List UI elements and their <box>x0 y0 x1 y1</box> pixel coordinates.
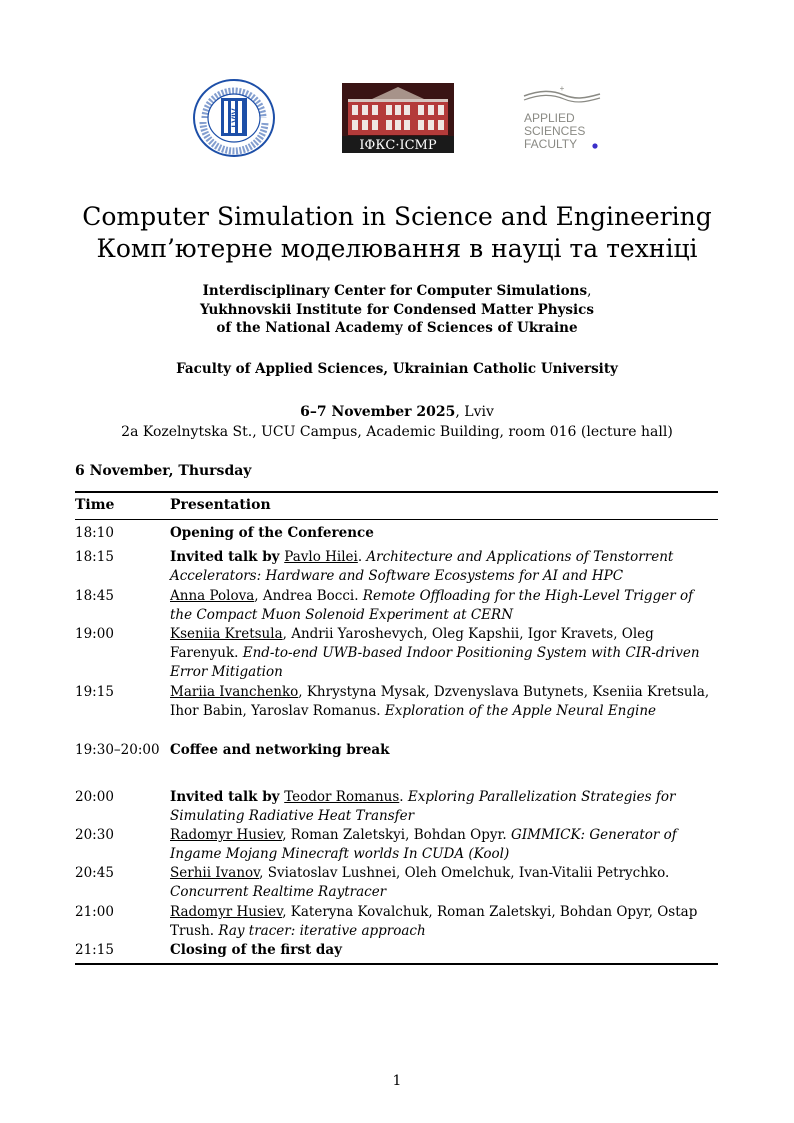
organizer-comma: , <box>587 283 592 299</box>
row-time: 20:00 <box>75 789 114 805</box>
title-ukrainian: Комп’ютерне моделювання в науці та техніці <box>96 234 698 263</box>
svg-text:+: + <box>559 84 565 93</box>
row-time: 18:10 <box>75 525 114 541</box>
row-prefix: Invited talk by <box>170 789 285 805</box>
title-english: Computer Simulation in Science and Engineering <box>82 202 712 231</box>
row-speaker: Radomyr Husiev <box>170 827 283 843</box>
row-authors: , Khrystyna Mysak, Dzvenyslava Butynets, Kseniia Kretsula, Ihor Babin, Yaroslav Romanus. <box>170 684 710 719</box>
ucu-applied-sciences-logo <box>520 82 604 154</box>
row-speaker: Serhii Ivanov <box>170 865 260 881</box>
row-time: 20:45 <box>75 865 114 881</box>
row-time: 20:30 <box>75 827 114 843</box>
row-speaker: Mariia Ivanchenko <box>170 684 299 700</box>
row-time: 19:30–20:00 <box>75 742 160 758</box>
table-bottom-rule <box>75 963 718 965</box>
row-talk-title: GIMMICK: Generator of Ingame Mojang Minecraft worlds In CUDA (Kool) <box>170 827 677 862</box>
row-speaker: Radomyr Husiev <box>170 904 283 920</box>
organizer-ucu: Faculty of Applied Sciences, Ukrainian Catholic University <box>176 361 618 377</box>
row-title: Coffee and networking break <box>170 742 390 758</box>
table-top-rule <box>75 491 718 493</box>
table-header-rule <box>75 519 718 520</box>
row-authors: , Sviatoslav Lushnei, Oleh Omelchuk, Ivan-Vitalii Petrychko. <box>259 865 670 881</box>
row-talk-title: Exploring Parallelization Strategies for Simulating Radiative Heat Transfer <box>170 789 676 824</box>
row-authors: , Andrea Bocci. <box>254 588 363 604</box>
icms-logo <box>191 78 277 158</box>
day-heading: 6 November, Thursday <box>75 463 252 479</box>
row-speaker: Anna Polova <box>170 588 255 604</box>
row-title: Closing of the first day <box>170 942 342 958</box>
organizer-icms: Interdisciplinary Center for Computer Simulations <box>202 283 588 299</box>
event-venue: 2a Kozelnytska St., UCU Campus, Academic Building, room 016 (lecture hall) <box>121 424 673 440</box>
page-number: 1 <box>392 1073 402 1089</box>
row-talk-title: Concurrent Realtime Raytracer <box>170 884 387 900</box>
svg-text:ІФКС·ICMP: ІФКС·ICMP <box>359 138 437 153</box>
row-talk-title: Exploration of the Apple Neural Engine <box>384 703 657 719</box>
svg-text:APPLIED: APPLIED <box>524 111 575 125</box>
row-time: 19:15 <box>75 684 114 700</box>
organizer-line-2: Yukhnovskii Institute for Condensed Matter Physics <box>200 302 594 318</box>
row-time: 21:00 <box>75 904 114 920</box>
event-date-range: 6–7 November 2025 <box>300 404 456 420</box>
row-time: 19:00 <box>75 626 114 642</box>
svg-text:SCIENCES: SCIENCES <box>524 124 586 138</box>
row-authors: , Kateryna Kovalchuk, Roman Zaletskyi, Bohdan Opyr, Ostap Trush. <box>170 904 698 939</box>
row-time: 18:15 <box>75 549 114 565</box>
row-talk-title: Remote Offloading for the High-Level Trigger of the Compact Muon Solenoid Experiment at CERN <box>170 588 694 623</box>
icmp-logo <box>342 83 454 153</box>
row-time: 18:45 <box>75 588 114 604</box>
row-speaker: Pavlo Hilei <box>284 549 358 565</box>
row-prefix: Invited talk by <box>170 549 285 565</box>
row-authors: . <box>357 549 367 565</box>
row-speaker: Teodor Romanus <box>284 789 400 805</box>
header-time: Time <box>75 497 115 513</box>
row-authors: . <box>399 789 408 805</box>
row-title: Opening of the Conference <box>170 525 374 541</box>
event-dates <box>0 402 794 422</box>
row-talk-title: End-to-end UWB-based Indoor Positioning System with CIR-driven Error Mitigation <box>170 645 700 680</box>
svg-text:LVIV: LVIV <box>230 108 240 128</box>
row-speaker: Kseniia Kretsula <box>170 626 283 642</box>
row-time: 21:15 <box>75 942 114 958</box>
row-authors: , Roman Zaletskyi, Bohdan Opyr. <box>282 827 512 843</box>
event-city: , Lviv <box>455 404 494 420</box>
organizer-line-3: of the National Academy of Sciences of Ukraine <box>216 320 578 336</box>
row-talk-title: Ray tracer: iterative approach <box>218 923 426 939</box>
row-talk-title: Architecture and Applications of Tenstorrent Accelerators: Hardware and Software Ecosystems for AI and HPC <box>170 549 674 584</box>
row-authors: , Andrii Yaroshevych, Oleg Kapshii, Igor Kravets, Oleg Farenyuk. <box>170 626 654 661</box>
svg-text:FACULTY: FACULTY <box>524 137 578 151</box>
header-presentation: Presentation <box>170 497 271 513</box>
organizer-line-1 <box>0 282 794 301</box>
